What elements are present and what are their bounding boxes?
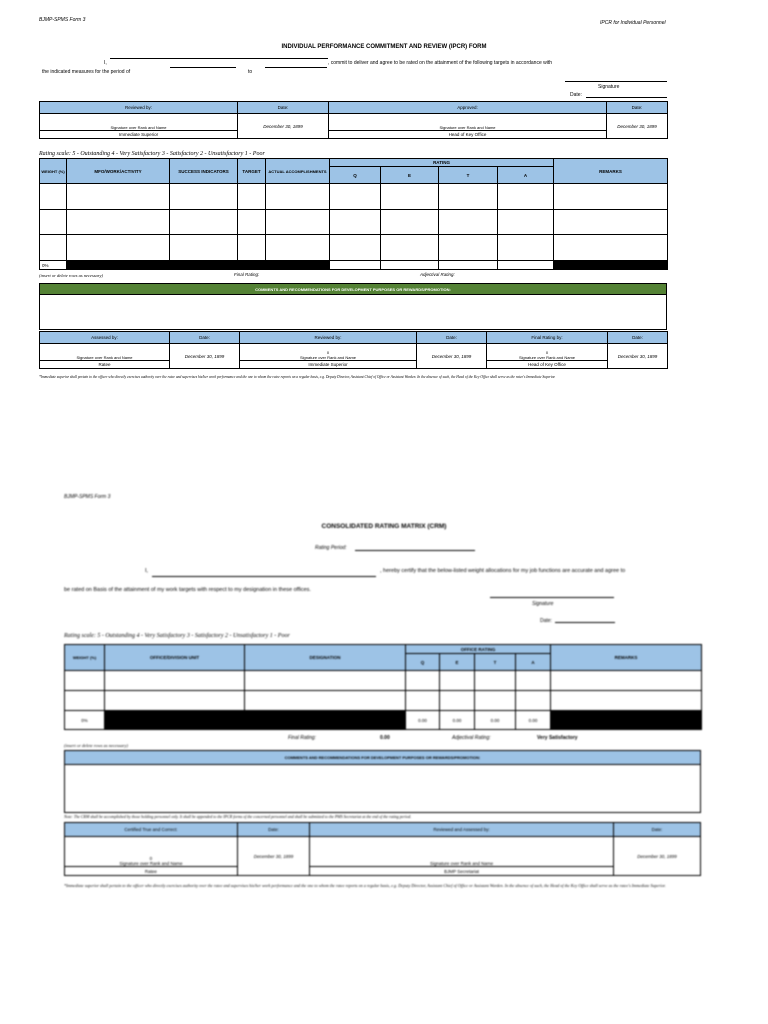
reviewed-assessed-header: Reviewed and Assessed by: bbox=[310, 823, 614, 837]
remarks-header: REMARKS bbox=[554, 159, 668, 184]
office-header: OFFICE/DIVISION UNIT bbox=[105, 645, 245, 671]
crm-q-header: Q bbox=[406, 654, 440, 671]
table-row bbox=[65, 691, 702, 711]
table-row bbox=[40, 184, 668, 210]
header-right: IPCR for Individual Personnel bbox=[600, 20, 666, 26]
crm-insert-note: (insert or delete rows as necessary) bbox=[64, 743, 128, 748]
crm-total-e: 0.00 bbox=[440, 711, 475, 730]
crm-rating-scale: Rating scale: 5 - Outstanding 4 - Very Satisfactory 3 - Satisfactory 2 - Unsatisfactory 1 - Poor bbox=[64, 633, 290, 639]
rating-period-line bbox=[355, 550, 475, 551]
signatures-table bbox=[39, 331, 668, 369]
reviewed-signature-label: Signature over Rank and Name bbox=[299, 355, 357, 360]
rating-header: RATING bbox=[330, 159, 554, 167]
certified-zero: 0 bbox=[149, 856, 153, 861]
footnote: *Immediate superior shall pertain to the officer who directly exercises authority over the ratee and supervises his/her work performance and the one to whom the ratee reports on a regular basis, e.g. Deputy Director, Assistant Chief of Office or Assistant Warden. In the absence of such, the Head of the Key Office shall serve as the ratee's Immediate Superior. bbox=[39, 375, 556, 379]
assessed-signature: Signature over Rank and Name bbox=[40, 344, 170, 361]
crm-date-line bbox=[555, 622, 615, 623]
crm-reviewed-role: BJMP Secretariat bbox=[310, 867, 614, 876]
approved-header: Approved: bbox=[329, 102, 607, 114]
final-zero: 0 bbox=[545, 350, 549, 355]
date-header: Date: bbox=[238, 102, 329, 114]
commit-text: , commit to deliver and agree to be rated on the attainment of the following targets in accordance with bbox=[328, 60, 553, 66]
crm-total-weight: 0% bbox=[65, 711, 105, 730]
office-rating-header: OFFICE RATING bbox=[406, 645, 551, 654]
commit-prefix: I, bbox=[104, 60, 107, 66]
success-indicators-header: SUCCESS INDICATORS bbox=[170, 159, 238, 184]
crm-signature-label: Signature bbox=[532, 601, 554, 607]
assessed-role: Ratee bbox=[40, 361, 170, 369]
crm-total-row bbox=[65, 711, 702, 730]
target-header: TARGET bbox=[238, 159, 266, 184]
date-header-final: Date: bbox=[608, 332, 668, 344]
comments-header: COMMENTS AND RECOMMENDATIONS FOR DEVELOPMENT PURPOSES OR REWARDS/PROMOTION: bbox=[40, 284, 667, 295]
date-header-assessed: Date: bbox=[170, 332, 240, 344]
insert-note: (insert or delete rows as necessary) bbox=[39, 273, 103, 278]
table-row bbox=[65, 671, 702, 691]
comments-field[interactable] bbox=[40, 295, 667, 330]
crm-commit-text-2: be rated on Basis of the attainment of my work targets with respect to my designation in these offices. bbox=[64, 587, 311, 593]
crm-reviewed-date: December 30, 1899 bbox=[614, 837, 701, 876]
date-label: Date: bbox=[570, 92, 582, 98]
signature-line bbox=[565, 81, 667, 82]
approved-date: December 30, 1899 bbox=[607, 114, 668, 139]
reviewed-signature-2 bbox=[240, 344, 417, 361]
a-header: A bbox=[498, 167, 554, 184]
crm-note: Note: The CRM shall be accomplished by those holding personnel only. It shall be appended to the IPCR forms of the concerned personnel and shall be submitted to the PMS Secretariat at the end of the rating period. bbox=[64, 814, 412, 819]
t-header: T bbox=[439, 167, 498, 184]
crm-comments-header: COMMENTS AND RECOMMENDATIONS FOR DEVELOPMENT PURPOSES OR REWARDS/PROMOTION: bbox=[65, 751, 701, 765]
crm-title: CONSOLIDATED RATING MATRIX (CRM) bbox=[321, 523, 447, 530]
certified-role: Ratee bbox=[65, 867, 238, 876]
crm-signature-line bbox=[490, 597, 614, 598]
table-row bbox=[40, 235, 668, 261]
ipcr-main-table bbox=[39, 158, 668, 270]
date-header-reviewed: Date: bbox=[417, 332, 487, 344]
date-header-2: Date: bbox=[607, 102, 668, 114]
comments-table bbox=[39, 283, 667, 330]
final-signature bbox=[487, 344, 608, 361]
weight-header: WEIGHT (%) bbox=[40, 159, 67, 184]
crm-final-rating-label: Final Rating: bbox=[288, 735, 317, 741]
crm-cert-table bbox=[64, 822, 701, 876]
e-header: E bbox=[381, 167, 439, 184]
table-row bbox=[40, 210, 668, 235]
crm-date-label: Date: bbox=[540, 618, 552, 624]
total-weight: 0% bbox=[40, 261, 67, 270]
crm-name-line bbox=[152, 576, 376, 577]
crm-comments-table bbox=[64, 750, 701, 813]
page-title: INDIVIDUAL PERFORMANCE COMMITMENT AND REVIEW (IPCR) FORM bbox=[281, 44, 487, 50]
crm-t-header: T bbox=[475, 654, 516, 671]
period-start-line bbox=[170, 67, 236, 68]
date-line bbox=[586, 97, 667, 98]
mfo-header: MFO/WORK/ACTIVITY bbox=[67, 159, 170, 184]
crm-commit-prefix: I, bbox=[145, 568, 149, 574]
reviewed-date: December 30, 1899 bbox=[238, 114, 329, 139]
final-rating-by-header: Final Rating by: bbox=[487, 332, 608, 344]
certified-signature bbox=[65, 837, 238, 867]
final-rating-label: Final Rating: bbox=[234, 272, 260, 277]
approval-table bbox=[39, 101, 668, 139]
form-code: BJMP-SPMS Form 3 bbox=[39, 17, 86, 23]
reviewed-zero: 0 bbox=[326, 350, 330, 355]
crm-adjectival-value: Very Satisfactory bbox=[537, 735, 578, 741]
approved-signature: Signature over Rank and Name bbox=[329, 114, 607, 131]
assessed-date: December 30, 1899 bbox=[170, 344, 240, 369]
crm-adjectival-label: Adjectival Rating: bbox=[452, 735, 491, 741]
remarks-total-bar bbox=[554, 261, 668, 270]
crm-total-a: 0.00 bbox=[516, 711, 551, 730]
crm-weight-header: WEIGHT (%) bbox=[65, 645, 105, 671]
certified-signature-label: Signature over Rank and Name bbox=[119, 861, 183, 866]
crm-a-header: A bbox=[516, 654, 551, 671]
final-signature-label: Signature over Rank and Name bbox=[518, 355, 576, 360]
name-line bbox=[110, 58, 328, 59]
total-row bbox=[40, 261, 668, 270]
final-role: Head of Key Office bbox=[487, 361, 608, 369]
rating-scale: Rating scale: 5 - Outstanding 4 - Very Satisfactory 3 - Satisfactory 2 - Unsatisfactory 1 - Poor bbox=[39, 151, 265, 157]
reviewed-by-header: Reviewed by: bbox=[40, 102, 238, 114]
to-text: to bbox=[248, 69, 253, 75]
reviewed-role-2: Immediate Superior bbox=[240, 361, 417, 369]
crm-comments-field[interactable] bbox=[65, 765, 701, 813]
reviewed-date-2: December 30, 1899 bbox=[417, 344, 487, 369]
crm-form-code: BJMP-SPMS Form 3 bbox=[64, 494, 111, 500]
total-bar bbox=[67, 261, 330, 270]
q-header: Q bbox=[330, 167, 381, 184]
crm-matrix-table bbox=[64, 644, 702, 730]
final-date: December 30, 1899 bbox=[608, 344, 668, 369]
actual-accomplishments-header: ACTUAL ACCOMPLISHMENTS bbox=[266, 159, 330, 184]
certified-header: Certified True and Correct: bbox=[65, 823, 238, 837]
crm-total-t: 0.00 bbox=[475, 711, 516, 730]
crm-e-header: E bbox=[440, 654, 475, 671]
crm-remarks-bar bbox=[551, 711, 702, 730]
signature-label: Signature bbox=[598, 84, 620, 90]
reviewed-signature: Signature over Rank and Name bbox=[40, 114, 238, 131]
approved-role: Head of Key Office bbox=[329, 131, 607, 139]
designation-header: DESIGNATION bbox=[245, 645, 406, 671]
crm-total-bar bbox=[105, 711, 406, 730]
certified-date: December 30, 1899 bbox=[237, 837, 309, 876]
period-end-line bbox=[265, 67, 327, 68]
adjectival-rating-label: Adjectival Rating: bbox=[420, 272, 455, 277]
rating-period-label: Rating Period: bbox=[315, 545, 347, 551]
crm-date-header-1: Date: bbox=[237, 823, 309, 837]
crm-date-header-2: Date: bbox=[614, 823, 701, 837]
crm-reviewed-signature: Signature over Rank and Name bbox=[310, 837, 614, 867]
crm-footnote: *Immediate superior shall pertain to the officer who directly exercises authority over the ratee and supervises his/her work performance and the one to whom the ratee reports on a regular basis, e.g. Deputy Director, Assistant Chief of Office or Assistant Warden. In the absence of such, the Head of the Key Office shall serve as the ratee's Immediate Superior. bbox=[64, 883, 666, 888]
reviewed-role: Immediate Superior bbox=[40, 131, 238, 139]
assessed-by-header: Assessed by: bbox=[40, 332, 170, 344]
period-text: the indicated measures for the period of bbox=[42, 69, 131, 75]
crm-final-value: 0.00 bbox=[380, 735, 390, 741]
reviewed-by-header-2: Reviewed by: bbox=[240, 332, 417, 344]
crm-remarks-header: REMARKS bbox=[551, 645, 702, 671]
crm-commit-text: , hereby certify that the below-listed weight allocations for my job functions are accurate and agree to bbox=[380, 568, 626, 574]
crm-total-q: 0.00 bbox=[406, 711, 440, 730]
